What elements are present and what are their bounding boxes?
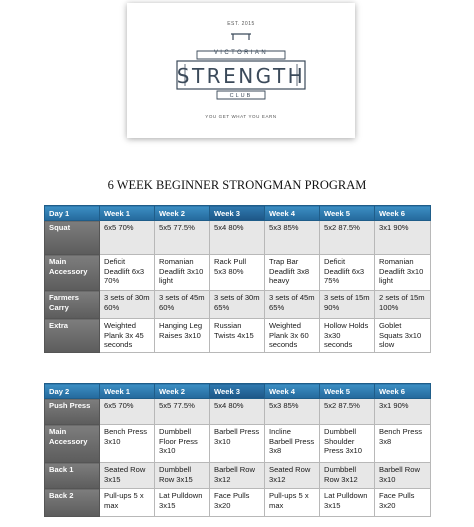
day2-header-week4: Week 4 xyxy=(265,384,320,399)
table-cell: Barbell Row 3x10 xyxy=(375,463,431,489)
table-cell: Dumbbell Floor Press 3x10 xyxy=(155,425,210,463)
row-label: Main Accessory xyxy=(45,255,100,291)
table-cell: 5x2 87.5% xyxy=(320,221,375,255)
table-cell: 6x5 70% xyxy=(100,221,155,255)
table-cell: Weighted Plank 3x 45 seconds xyxy=(100,319,155,353)
table-row xyxy=(45,489,431,517)
table-cell: Bench Press 3x10 xyxy=(100,425,155,463)
table-row xyxy=(45,425,431,463)
row-label: Squat xyxy=(45,221,100,255)
table-cell: 3 sets of 45m 60% xyxy=(155,291,210,319)
table-cell: 6x5 70% xyxy=(100,399,155,425)
table-cell: 5x4 80% xyxy=(210,221,265,255)
table-cell: Face Pulls 3x20 xyxy=(375,489,431,517)
table-cell: Rack Pull 5x3 80% xyxy=(210,255,265,291)
day1-header-week6: Week 6 xyxy=(375,206,431,221)
table-cell: Face Pulls 3x20 xyxy=(210,489,265,517)
table-cell: Barbell Row 3x12 xyxy=(210,463,265,489)
day1-header-week2: Week 2 xyxy=(155,206,210,221)
table-cell: Hollow Holds 3x30 seconds xyxy=(320,319,375,353)
day1-header-row xyxy=(45,206,431,221)
day1-table xyxy=(44,205,431,353)
table-cell: Romanian Deadlift 3x10 light xyxy=(155,255,210,291)
table-cell: 2 sets of 15m 100% xyxy=(375,291,431,319)
day1-header-day: Day 1 xyxy=(45,206,100,221)
day2-header-week1: Week 1 xyxy=(100,384,155,399)
table-cell: Bench Press 3x8 xyxy=(375,425,431,463)
day1-header-week3: Week 3 xyxy=(210,206,265,221)
table-cell: Dumbbell Row 3x15 xyxy=(155,463,210,489)
table-cell: 3 sets of 30m 65% xyxy=(210,291,265,319)
table-cell: Trap Bar Deadlift 3x8 heavy xyxy=(265,255,320,291)
table-cell: Dumbbell Shoulder Press 3x10 xyxy=(320,425,375,463)
row-label: Main Accessory xyxy=(45,425,100,463)
table-row xyxy=(45,221,431,255)
table-cell: 3 sets of 45m 65% xyxy=(265,291,320,319)
day2-table xyxy=(44,383,431,517)
row-label: Back 1 xyxy=(45,463,100,489)
table-row xyxy=(45,463,431,489)
table-cell: Incline Barbell Press 3x8 xyxy=(265,425,320,463)
program-title: 6 WEEK BEGINNER STRONGMAN PROGRAM xyxy=(107,178,367,192)
table-cell: 3x1 90% xyxy=(375,221,431,255)
row-label: Farmers Carry xyxy=(45,291,100,319)
logo-est-text: EST. 2015 xyxy=(227,21,255,27)
day1-header-week5: Week 5 xyxy=(320,206,375,221)
table-cell: Romanian Deadlift 3x10 light xyxy=(375,255,431,291)
row-label: Extra xyxy=(45,319,100,353)
day2-header-week6: Week 6 xyxy=(375,384,431,399)
logo-victorian-text: VICTORIAN xyxy=(213,50,269,56)
row-label: Push Press xyxy=(45,399,100,425)
table-cell: 5x4 80% xyxy=(210,399,265,425)
table-cell: 3 sets of 30m 60% xyxy=(100,291,155,319)
table-row xyxy=(45,255,431,291)
logo-strength-text: STRENGTH xyxy=(176,64,306,88)
table-cell: Hanging Leg Raises 3x10 xyxy=(155,319,210,353)
day1-header-week1: Week 1 xyxy=(100,206,155,221)
table-row xyxy=(45,399,431,425)
day1-header-week4: Week 4 xyxy=(265,206,320,221)
table-row xyxy=(45,319,431,353)
table-cell: Weighted Plank 3x 60 seconds xyxy=(265,319,320,353)
logo-tagline: YOU GET WHAT YOU EARN xyxy=(205,114,277,119)
day2-header-day: Day 2 xyxy=(45,384,100,399)
table-cell: 3x1 90% xyxy=(375,399,431,425)
table-cell: 5x2 87.5% xyxy=(320,399,375,425)
day2-header-row xyxy=(45,384,431,399)
day2-header-week3: Week 3 xyxy=(210,384,265,399)
table-cell: Pull-ups 5 x max xyxy=(265,489,320,517)
table-cell: Dumbbell Row 3x12 xyxy=(320,463,375,489)
table-cell: Seated Row 3x12 xyxy=(265,463,320,489)
table-cell: Pull-ups 5 x max xyxy=(100,489,155,517)
day2-header-week5: Week 5 xyxy=(320,384,375,399)
table-cell: Lat Pulldown 3x15 xyxy=(320,489,375,517)
table-cell: Deficit Deadlift 6x3 70% xyxy=(100,255,155,291)
table-cell: Deficit Deadlift 6x3 75% xyxy=(320,255,375,291)
table-cell: Lat Pulldown 3x15 xyxy=(155,489,210,517)
table-cell: 5x5 77.5% xyxy=(155,221,210,255)
logo-card xyxy=(127,3,355,138)
row-label: Back 2 xyxy=(45,489,100,517)
logo-club-text: CLUB xyxy=(229,93,253,99)
day2-header-week2: Week 2 xyxy=(155,384,210,399)
table-cell: 5x3 85% xyxy=(265,399,320,425)
table-cell: Goblet Squats 3x10 slow xyxy=(375,319,431,353)
bench-icon xyxy=(231,34,251,40)
table-cell: Seated Row 3x15 xyxy=(100,463,155,489)
table-cell: 5x5 77.5% xyxy=(155,399,210,425)
table-cell: Russian Twists 4x15 xyxy=(210,319,265,353)
table-cell: 3 sets of 15m 90% xyxy=(320,291,375,319)
table-cell: 5x3 85% xyxy=(265,221,320,255)
table-row xyxy=(45,291,431,319)
table-cell: Barbell Press 3x10 xyxy=(210,425,265,463)
